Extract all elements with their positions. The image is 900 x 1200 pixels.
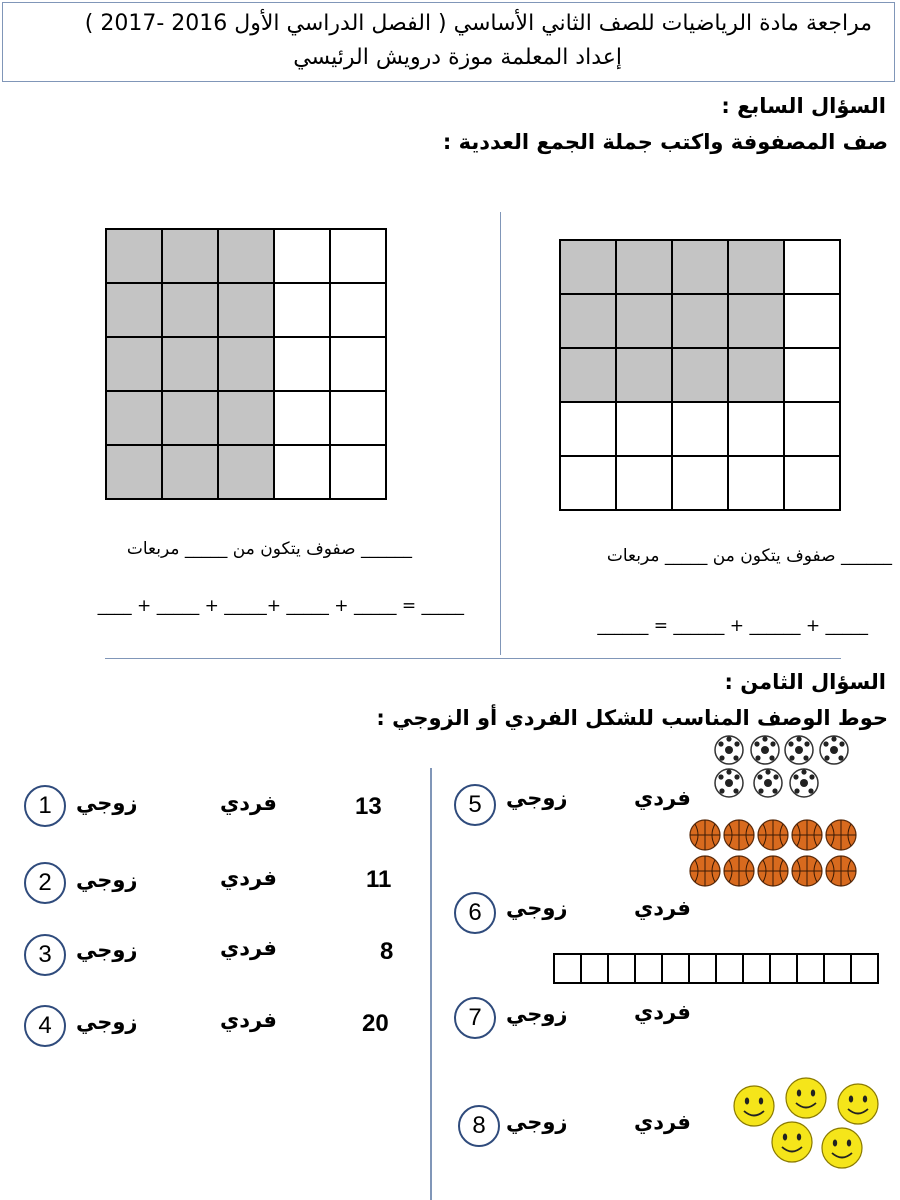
empty-square xyxy=(330,337,386,391)
basketball-icon xyxy=(758,820,788,850)
shaded-square xyxy=(162,229,218,283)
item-number: 13 xyxy=(355,793,382,820)
odd-option[interactable]: فردي xyxy=(220,791,277,815)
shaded-square xyxy=(728,348,784,402)
even-option[interactable]: زوجي xyxy=(506,1002,568,1026)
even-option[interactable]: زوجي xyxy=(506,786,568,810)
divider-vertical-bottom xyxy=(430,768,432,1200)
empty-square xyxy=(616,402,672,456)
shaded-square xyxy=(218,229,274,283)
odd-option[interactable]: فردي xyxy=(634,786,691,810)
empty-square xyxy=(330,391,386,445)
left-describe-line: ______ صفوف يتكون من _____ مربعات xyxy=(126,539,412,559)
smiley-faces-picture xyxy=(730,1072,886,1174)
basketball-icon xyxy=(792,856,822,886)
soccer-ball-icon xyxy=(715,769,743,797)
shaded-square xyxy=(218,391,274,445)
smiley-face-icon xyxy=(772,1122,812,1162)
shaded-square xyxy=(728,294,784,348)
item-number-circle: 2 xyxy=(24,862,66,904)
basketball-icon xyxy=(758,856,788,886)
smiley-face-icon xyxy=(822,1128,862,1168)
basketballs-picture xyxy=(688,818,860,890)
even-option[interactable]: زوجي xyxy=(76,938,138,962)
shaded-square xyxy=(672,240,728,294)
soccer-ball-icon xyxy=(820,736,848,764)
shaded-square xyxy=(218,337,274,391)
empty-square xyxy=(784,348,840,402)
smiley-face-icon xyxy=(786,1078,826,1118)
item-number-circle: 4 xyxy=(24,1005,66,1047)
basketball-icon xyxy=(792,820,822,850)
item-number-circle: 8 xyxy=(458,1105,500,1147)
basketball-icon xyxy=(724,856,754,886)
odd-option[interactable]: فردي xyxy=(634,896,691,920)
q7-title: السؤال السابع : xyxy=(721,94,886,118)
soccer-ball-icon xyxy=(754,769,782,797)
empty-square xyxy=(330,229,386,283)
smiley-face-icon xyxy=(734,1086,774,1126)
shaded-square xyxy=(106,337,162,391)
soccer-ball-icon xyxy=(785,736,813,764)
left-sentence-line: ____ + _____ + _____+ _____ + _____ = _____ xyxy=(97,596,464,616)
smiley-face-icon xyxy=(838,1084,878,1124)
even-option[interactable]: زوجي xyxy=(76,1010,138,1034)
shaded-square xyxy=(162,283,218,337)
empty-square xyxy=(560,456,616,510)
basketball-icon xyxy=(690,856,720,886)
shaded-square xyxy=(218,283,274,337)
shaded-square xyxy=(106,445,162,499)
odd-option[interactable]: فردي xyxy=(220,866,277,890)
strip-square xyxy=(608,954,635,983)
empty-square xyxy=(784,240,840,294)
shaded-square xyxy=(560,348,616,402)
empty-square xyxy=(274,229,330,283)
odd-option[interactable]: فردي xyxy=(220,936,277,960)
even-option[interactable]: زوجي xyxy=(76,868,138,892)
strip-square xyxy=(689,954,716,983)
header-box xyxy=(2,2,895,82)
odd-option[interactable]: فردي xyxy=(220,1008,277,1032)
even-option[interactable]: زوجي xyxy=(506,1110,568,1134)
item-number-circle: 1 xyxy=(24,785,66,827)
empty-square xyxy=(728,456,784,510)
shaded-square xyxy=(218,445,274,499)
item-number-circle: 7 xyxy=(454,997,496,1039)
soccer-ball-icon xyxy=(790,769,818,797)
strip-square xyxy=(770,954,797,983)
basketball-icon xyxy=(724,820,754,850)
shaded-square xyxy=(728,240,784,294)
shaded-square xyxy=(616,240,672,294)
shaded-square xyxy=(106,283,162,337)
empty-square xyxy=(784,402,840,456)
item-number-circle: 5 xyxy=(454,784,496,826)
basketball-icon xyxy=(826,856,856,886)
strip-square xyxy=(662,954,689,983)
strip-square xyxy=(797,954,824,983)
right-describe-line: ______ صفوف يتكون من _____ مربعات xyxy=(606,546,892,566)
item-number: 11 xyxy=(366,866,392,893)
shaded-square xyxy=(162,337,218,391)
empty-square xyxy=(728,402,784,456)
empty-square xyxy=(560,402,616,456)
empty-square xyxy=(672,456,728,510)
basketball-icon xyxy=(826,820,856,850)
shaded-square xyxy=(560,294,616,348)
empty-square xyxy=(330,283,386,337)
even-option[interactable]: زوجي xyxy=(506,896,568,920)
header-teacher: إعداد المعلمة موزة درويش الرئيسي xyxy=(293,45,622,70)
shaded-square xyxy=(162,391,218,445)
item-number-circle: 6 xyxy=(454,892,496,934)
shaded-square xyxy=(616,294,672,348)
even-option[interactable]: زوجي xyxy=(76,791,138,815)
divider-horizontal xyxy=(105,658,841,659)
empty-square xyxy=(274,337,330,391)
strip-square xyxy=(554,954,581,983)
odd-option[interactable]: فردي xyxy=(634,1000,691,1024)
strip-square xyxy=(851,954,878,983)
header-title: مراجعة مادة الرياضيات للصف الثاني الأساسي ( الفصل الدراسي الأول 2016 -2017 ) xyxy=(84,11,872,36)
item-number-circle: 3 xyxy=(24,934,66,976)
strip-square xyxy=(635,954,662,983)
soccer-ball-icon xyxy=(715,736,743,764)
item-number: 8 xyxy=(380,938,394,965)
empty-square xyxy=(330,445,386,499)
soccer-ball-icon xyxy=(751,736,779,764)
shaded-square xyxy=(106,229,162,283)
empty-square xyxy=(784,294,840,348)
empty-square xyxy=(672,402,728,456)
empty-square xyxy=(274,391,330,445)
shaded-square xyxy=(672,294,728,348)
strip-square xyxy=(824,954,851,983)
strip-square xyxy=(716,954,743,983)
shaded-square xyxy=(106,391,162,445)
soccer-balls-picture xyxy=(712,734,854,800)
q7-instruction: صف المصفوفة واكتب جملة الجمع العددية : xyxy=(442,130,888,154)
divider-vertical-top xyxy=(500,212,501,655)
right-sentence-line: _____ + ______ + ______ = ______ xyxy=(597,616,868,636)
empty-square xyxy=(274,283,330,337)
q8-instruction: حوط الوصف المناسب للشكل الفردي أو الزوجي : xyxy=(376,706,888,730)
shaded-square xyxy=(162,445,218,499)
shaded-square xyxy=(672,348,728,402)
item-number: 20 xyxy=(362,1010,389,1037)
strip-square xyxy=(743,954,770,983)
basketball-icon xyxy=(690,820,720,850)
q8-title: السؤال الثامن : xyxy=(724,670,886,694)
squares-strip xyxy=(553,953,879,984)
empty-square xyxy=(274,445,330,499)
shaded-square xyxy=(616,348,672,402)
empty-square xyxy=(784,456,840,510)
empty-square xyxy=(616,456,672,510)
odd-option[interactable]: فردي xyxy=(634,1110,691,1134)
shaded-square xyxy=(560,240,616,294)
strip-square xyxy=(581,954,608,983)
